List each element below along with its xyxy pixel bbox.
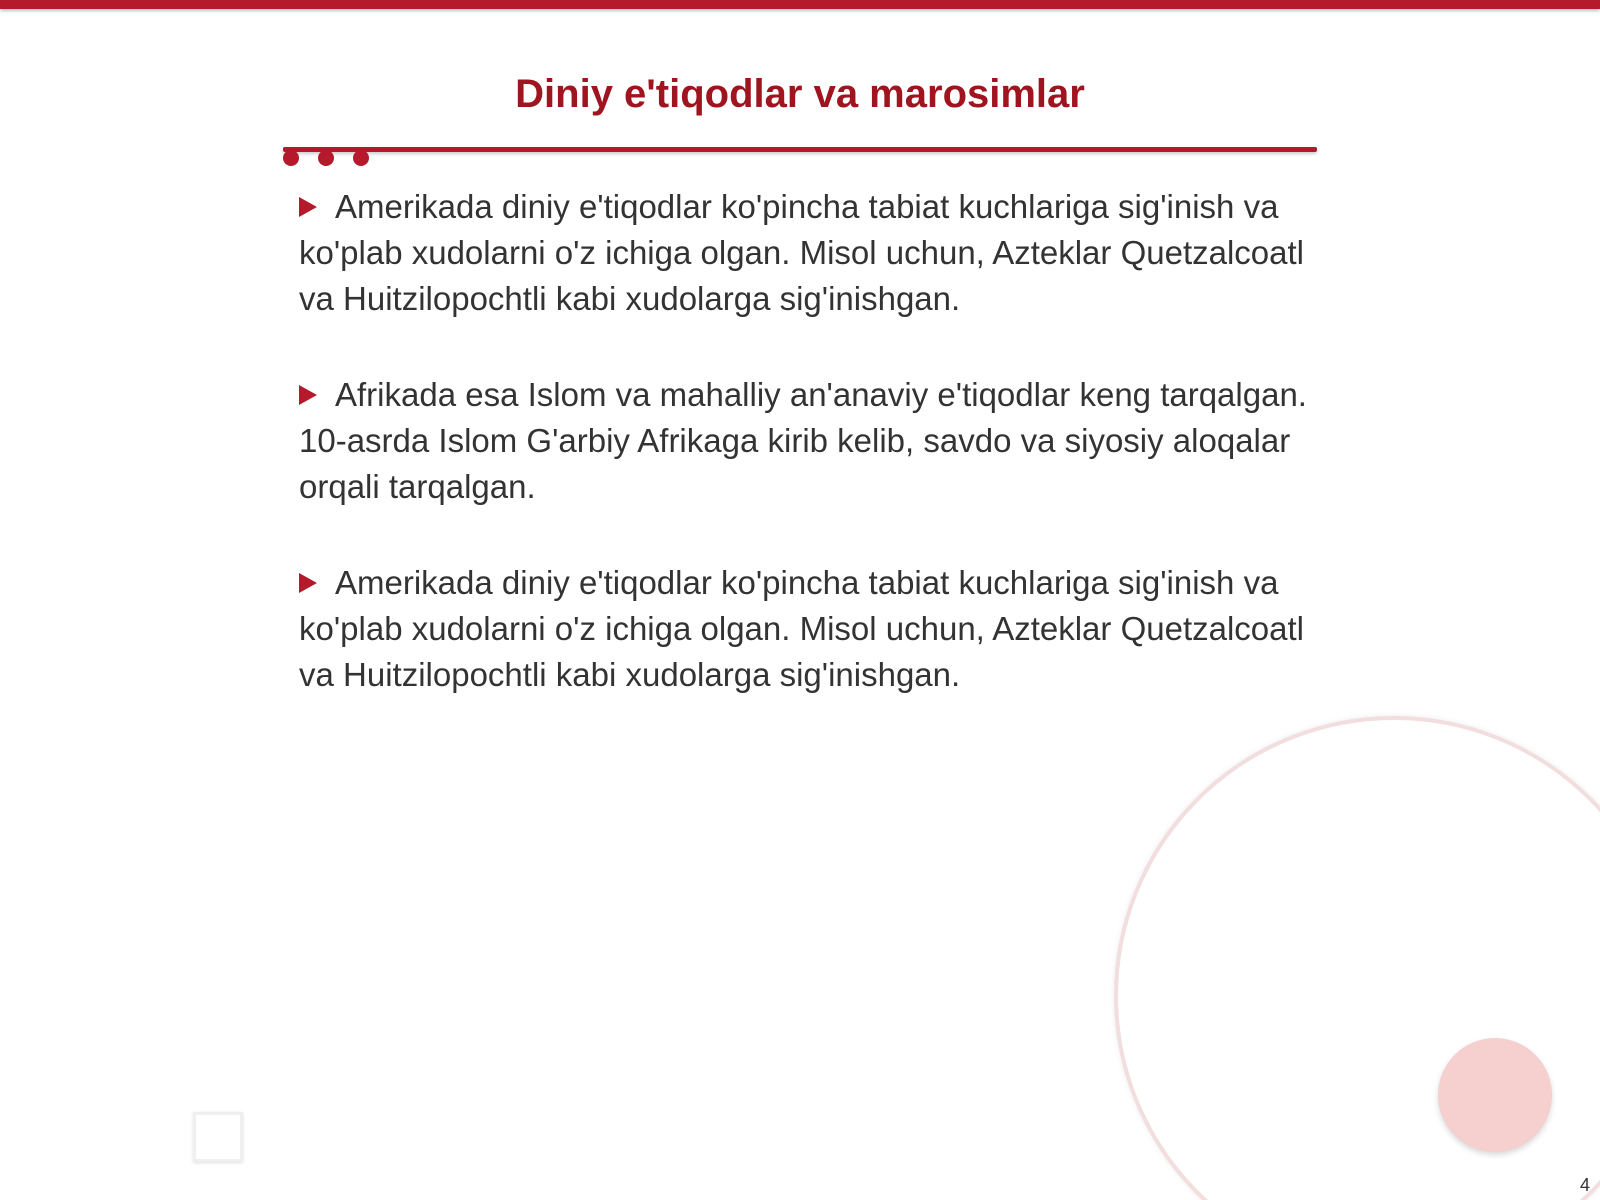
decorative-circle	[1438, 1038, 1552, 1152]
page-number: 4	[1579, 1175, 1590, 1195]
triangle-right-icon	[299, 197, 317, 217]
title-underline	[283, 147, 1317, 152]
bullet-item	[299, 560, 1309, 698]
decorative-square	[193, 1112, 243, 1162]
triangle-right-icon	[299, 573, 317, 593]
top-accent-bar	[0, 0, 1600, 9]
bullet-text: Afrikada esa Islom va mahalliy an'anaviy e'tiqodlar keng tarqalgan. 10-asrda Islom G'arbiy Afrikaga kirib kelib, savdo va siyosiy aloqalar orqali tarqalgan.	[299, 376, 1307, 505]
slide-title: Diniy e'tiqodlar va marosimlar	[515, 72, 1085, 116]
bullet-item	[299, 372, 1309, 510]
decorative-dot-icon	[318, 150, 334, 166]
bullet-text: Amerikada diniy e'tiqodlar ko'pincha tabiat kuchlariga sig'inish va ko'plab xudolarni o'z ichiga olgan. Misol uchun, Azteklar Quetzalcoatl va Huitzilopochtli kabi xudolarga sig'inishgan.	[299, 564, 1305, 693]
decorative-dot-icon	[283, 150, 299, 166]
bullet-text: Amerikada diniy e'tiqodlar ko'pincha tabiat kuchlariga sig'inish va ko'plab xudolarni o'z ichiga olgan. Misol uchun, Azteklar Quetzalcoatl va Huitzilopochtli kabi xudolarga sig'inishgan.	[299, 188, 1305, 317]
decorative-dot-icon	[353, 150, 369, 166]
triangle-right-icon	[299, 385, 317, 405]
bullet-item	[299, 184, 1309, 322]
bullet-list	[299, 184, 1309, 748]
